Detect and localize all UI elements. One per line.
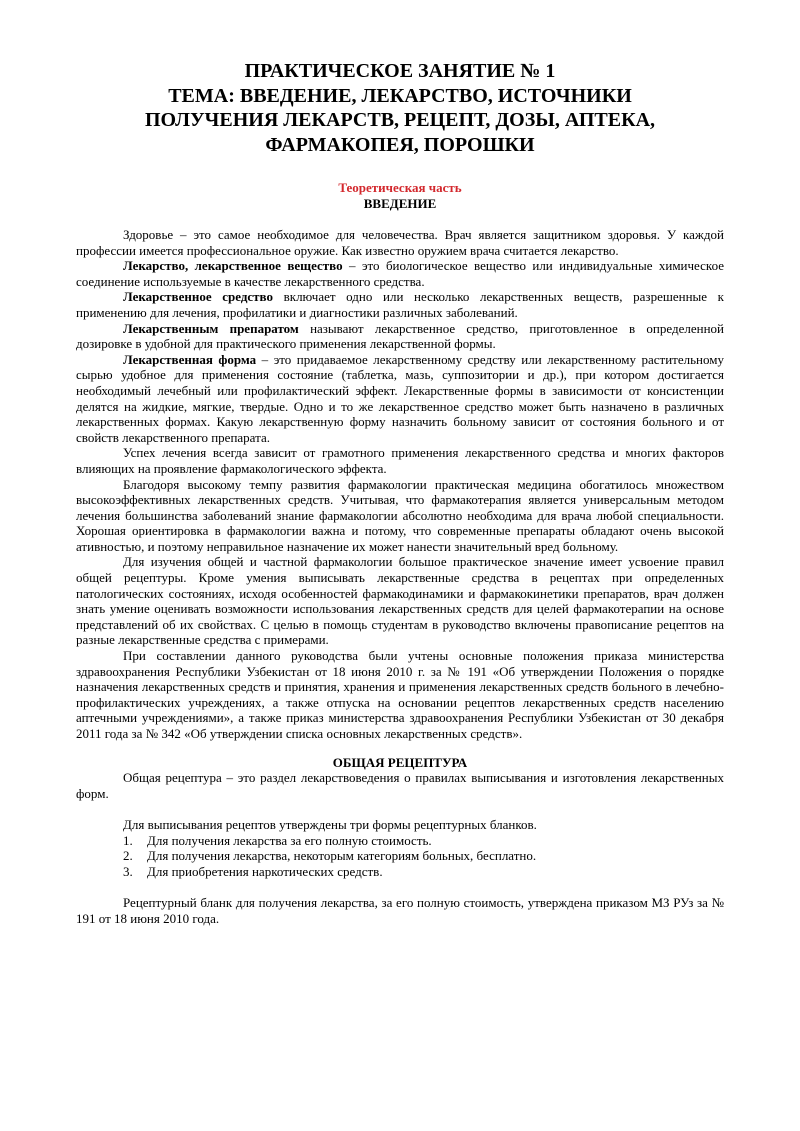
- paragraph-ministry-orders: При составлении данного руководства были учтены основные положения приказа министерства здравоохранения Республики Узбекистан от 18 июня 2010 г. за № 191 «Об утверждении Положения о порядке назначения лекарственных средств и принятия, хранения и применения лекарственных средств больного в лечебно-профилактических учреждениях, а также отпуска на основании рецептов лекарственных средств населению аптечными учреждениями», а также приказ министерства здравоохранения Республики Узбекистан от 30 декабря 2011 года за № 342 «Об утверждении списка основных лекарственных средств».: [76, 648, 724, 741]
- definition-dosage-form: – это придаваемое лекарственному средству или лекарственному растительному сырью удобное для применения состояние (таблетка, мазь, суппозитории и др.), при котором достигается необходимый лечебный или профилактический эффект. Лекарственные формы в зависимости от консистенции делятся на жидкие, мягкие, твердые. Одно и то же лекарственное средство может быть назначено в различных лекарственных формах. Какую лекарственную форму назначить больному зависит от состояния больного и от свойств лекарственного препарата.: [76, 351, 724, 445]
- paragraph-drug-definition: [76, 258, 724, 289]
- definition-medicinal-agent: включает одно или несколько лекарственных веществ, разрешенные к применению для лечения, профилатики и диагностики различных заболеваний.: [76, 289, 724, 320]
- list-item: 2. Для получения лекарства, некоторым категориям больных, бесплатно.: [123, 848, 537, 864]
- title-line-2: ТЕМА: ВВЕДЕНИЕ, ЛЕКАРСТВО, ИСТОЧНИКИ: [168, 84, 632, 107]
- definition-drug: – это биологическое вещество или индивидуальные химическое соединение используемые в качестве лекарственного средства.: [76, 258, 724, 289]
- paragraph-dosage-form: [76, 352, 724, 446]
- term-preparation: Лекарственным препаратом: [123, 320, 299, 336]
- spacer: [76, 879, 724, 895]
- theory-label: Теоретическая часть: [338, 180, 462, 195]
- section-heading-general-prescription: ОБЩАЯ РЕЦЕПТУРА: [332, 754, 468, 770]
- paragraph-list-intro: Для выписывания рецептов утверждены три формы рецептурных бланков.: [123, 816, 537, 832]
- paragraph-treatment-success: Успех лечения всегда зависит от грамотного применения лекарственного средства и многих факторов влияющих на проявление фармакологического эффекта.: [76, 445, 724, 476]
- paragraph-health: Здоровье – это самое необходимое для человечества. Врач является защитником здоровья. У каждой профессии имеется профессиональное оружие. Как известно оружием врача считается лекарство.: [76, 227, 724, 258]
- prescription-forms-list: [76, 833, 724, 880]
- paragraph-general-prescription-definition: Общая рецептура – это раздел лекарствоведения о правилах выписывания и изготовления лекарственных форм.: [76, 770, 724, 801]
- title-line-3: ПОЛУЧЕНИЯ ЛЕКАРСТВ, РЕЦЕПТ, ДОЗЫ, АПТЕКА,: [144, 109, 656, 131]
- document-body: [76, 227, 724, 926]
- paragraph-pharmacology-development: Благодоря высокому темпу развития фармакологии практическая медицина обогатилось множеством высокоэффективных лекарственных средств. Учитывая, что фармакотерапия является универсальным методом лечения большинства заболеваний знание фармакологии абсолютно необходима для врача любой специальности. Хорошая ориентировка в фармакологии важна и потому, что современные препараты обладают очень высокой ативностью, и поэтому неправильное назначение их может нанести значительный вред больному.: [76, 476, 724, 554]
- paragraph-preparation: [76, 321, 724, 352]
- term-drug: Лекарство, лекарственное вещество: [123, 258, 343, 274]
- term-dosage-form: Лекарственная форма: [123, 351, 257, 367]
- document-title: [76, 59, 724, 157]
- intro-heading: ВВЕДЕНИЕ: [363, 196, 437, 211]
- paragraph-general-prescription-study: Для изучения общей и частной фармакологии большое практическое значение имеет усвоение правил общей рецептуры. Кроме умения выписывать лекарственные средства в рецептах при определенных патологических состояниях, исходя особенностей фармакодинамики и фармакокинетики препаратов, врач должен знать умение оценивать возможности использования лекарственных средств для целей фармакотерапии на основе представлений об их свойствах. С целью в помощь студентам в руководство включены правописание рецептов на разные лекарственные средства с примерами.: [76, 554, 724, 648]
- title-line-1: ПРАКТИЧЕСКОЕ ЗАНЯТИЕ № 1: [244, 60, 556, 82]
- paragraph-medicinal-agent: [76, 289, 724, 320]
- spacer: [76, 801, 724, 817]
- term-medicinal-agent: Лекарственное средство: [123, 289, 273, 305]
- definition-preparation: называют лекарственное средство, приготовленное в определенной дозировке в удобной для практического применения лекарственной формы.: [76, 320, 724, 352]
- title-line-4: ФАРМАКОПЕЯ, ПОРОШКИ: [265, 133, 535, 156]
- list-item: 1. Для получения лекарства за его полную стоимость.: [123, 832, 432, 848]
- paragraph-closing: Рецептурный бланк для получения лекарства, за его полную стоимость, утверждена приказом МЗ РУз за № 191 от 18 июня 2010 года.: [76, 894, 724, 926]
- list-item: 3. Для приобретения наркотических средств.: [123, 863, 383, 879]
